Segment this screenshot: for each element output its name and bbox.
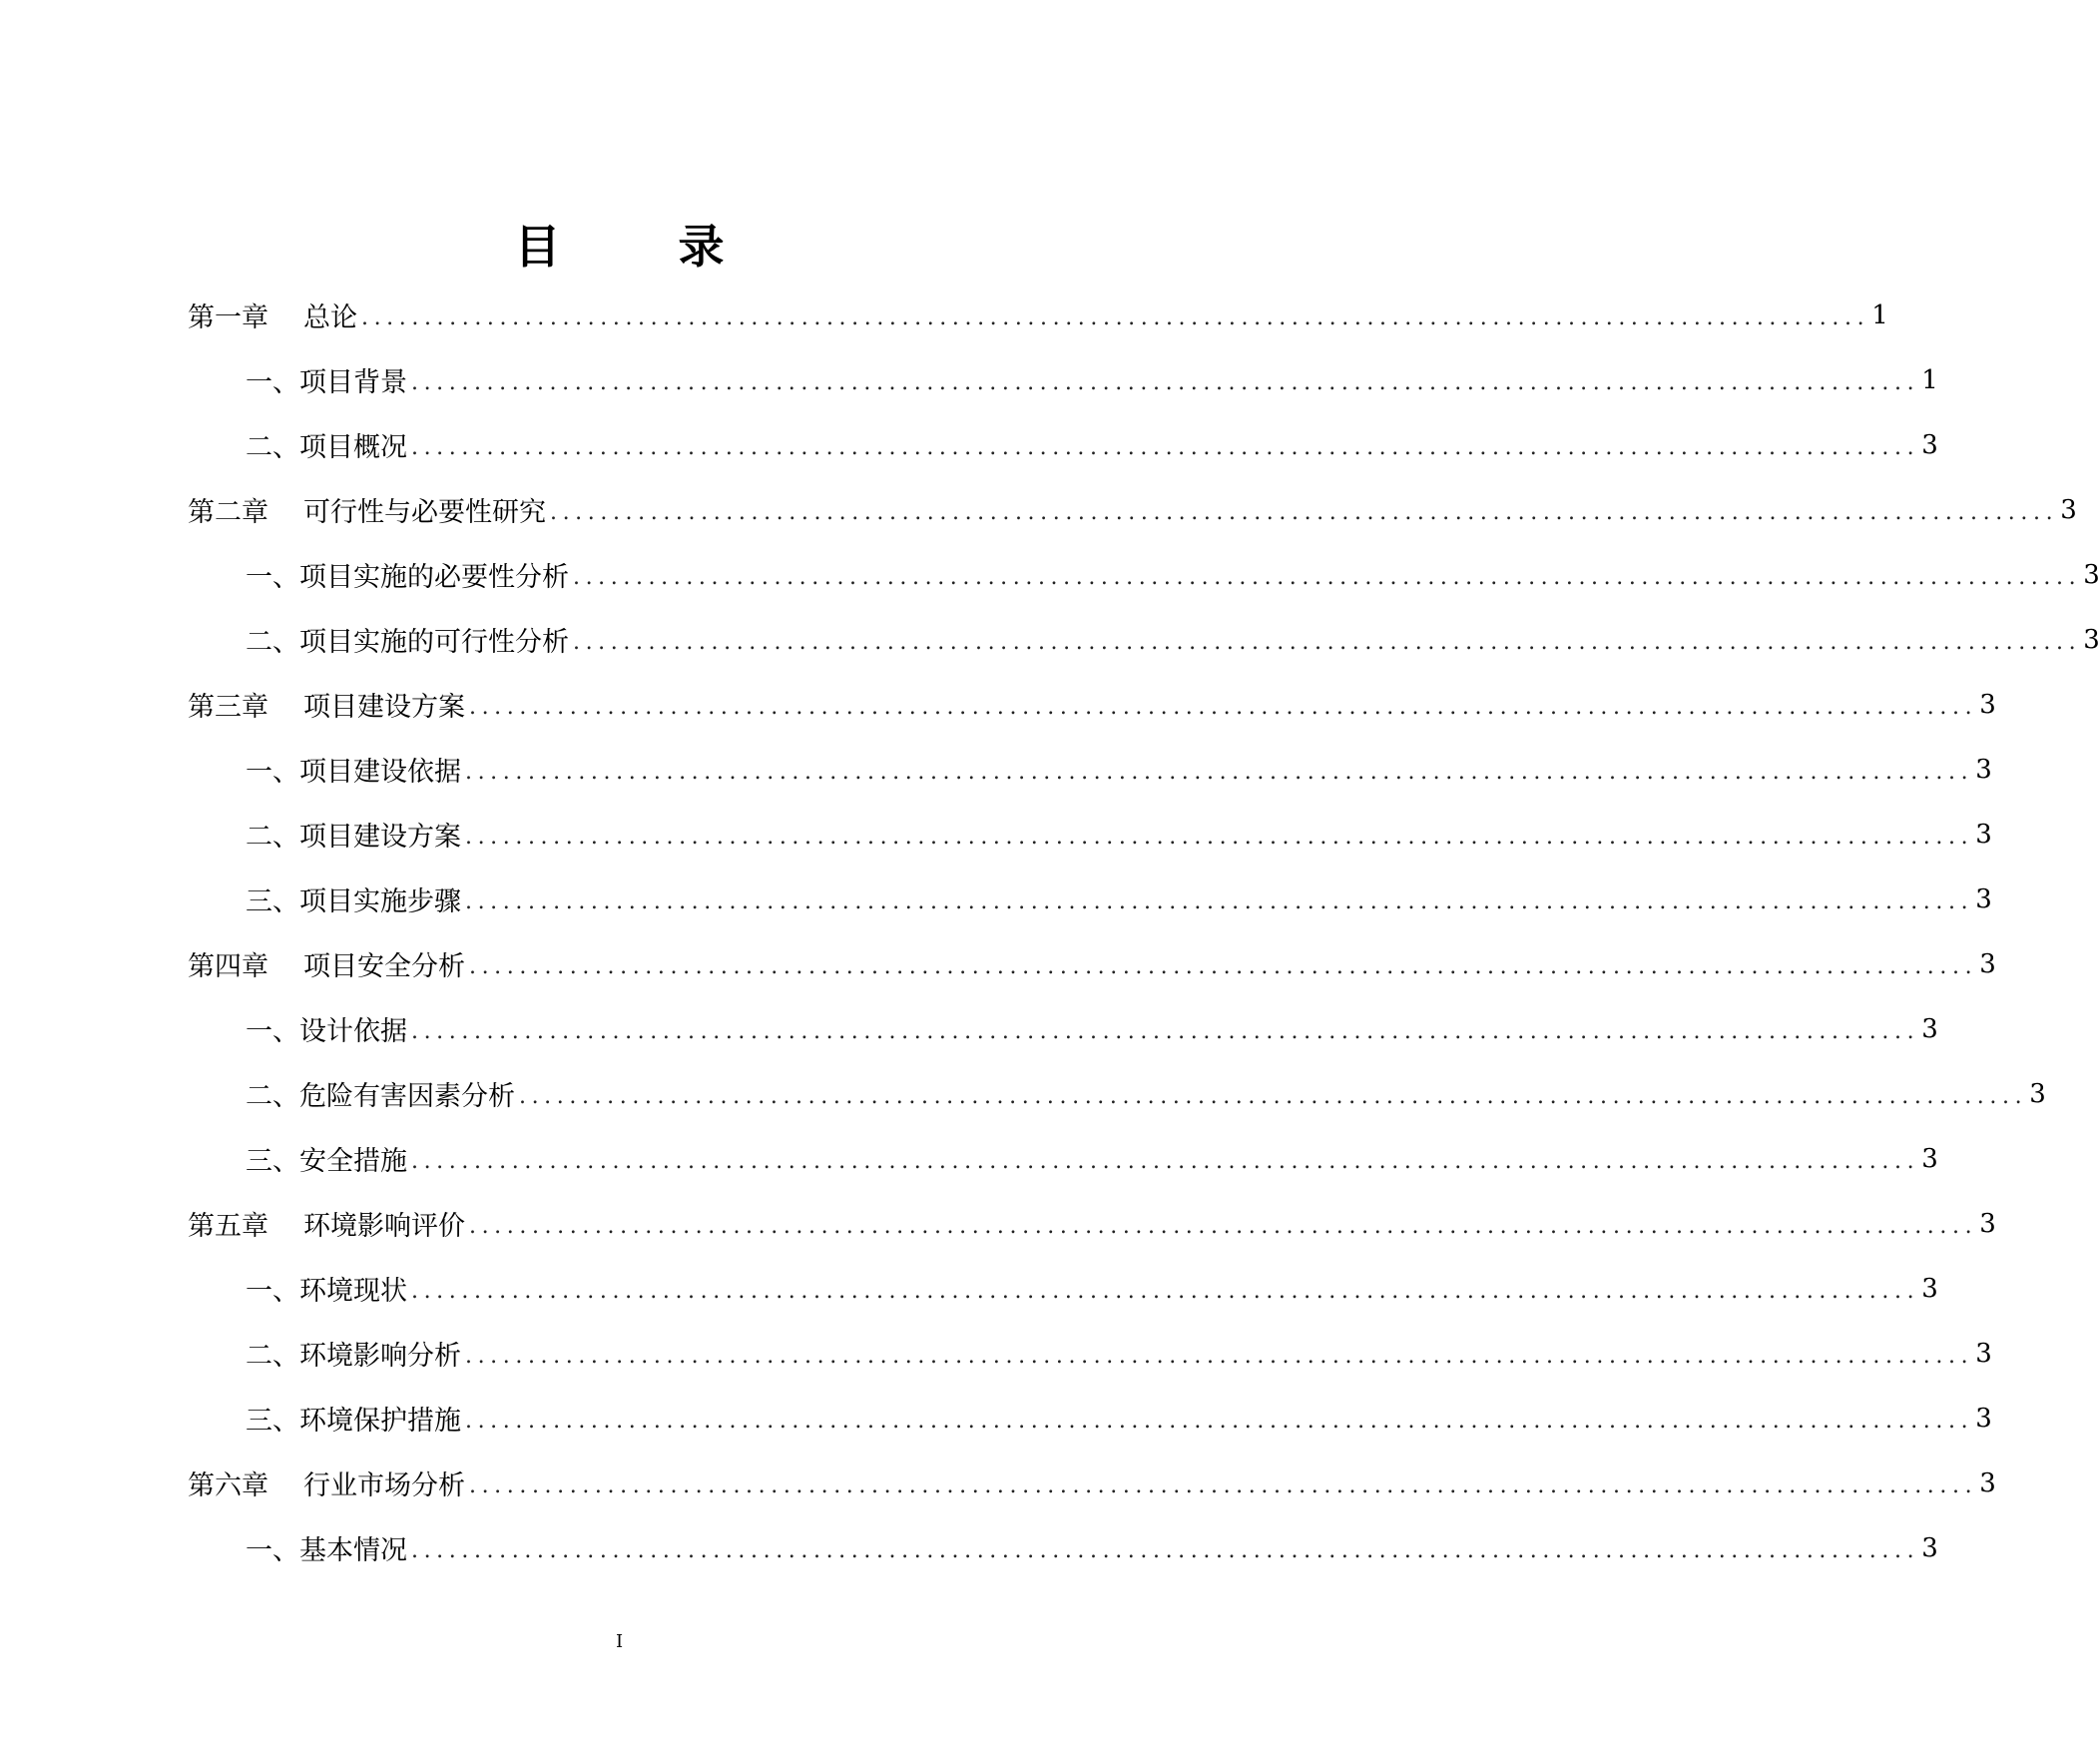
toc-section-entry[interactable] [188, 1126, 1938, 1191]
dot-leader: ........................................................................................................................ [550, 500, 2059, 525]
toc-page-number: 3 [1979, 1467, 1996, 1498]
toc-entry-title: 项目建设方案 [303, 692, 465, 723]
dot-leader: ........................................................................................................................ [465, 1344, 1974, 1369]
toc-section-entry[interactable] [188, 802, 1992, 867]
toc-entry-title: 可行性与必要性研究 [303, 497, 546, 528]
toc-section-entry[interactable] [188, 1256, 1938, 1321]
toc-section-entry[interactable] [188, 1515, 1938, 1580]
toc-page-number: 1 [1871, 299, 1888, 330]
toc-entry-title: 项目安全分析 [303, 951, 465, 982]
toc-page-number: 3 [2029, 1078, 2046, 1109]
toc-entry-title: 环境影响评价 [303, 1211, 465, 1242]
toc-section-entry[interactable] [188, 412, 1938, 477]
toc-title: 目 录 [514, 220, 761, 274]
toc-page-number: 3 [1979, 689, 1996, 720]
toc-entry-title: 一、项目背景 [246, 367, 407, 398]
dot-leader: ........................................................................................................................ [361, 305, 1870, 330]
dot-leader: ........................................................................................................................ [411, 1019, 1920, 1044]
toc-entry-title: 一、项目建设依据 [246, 757, 461, 788]
toc-page-number: 3 [1921, 1013, 1938, 1044]
toc-entry-title: 三、项目实施步骤 [246, 886, 461, 917]
toc-page-number: 3 [2083, 559, 2100, 590]
toc-chapter-label: 第五章 [188, 1211, 268, 1242]
toc-page-number: 3 [1979, 1208, 1996, 1239]
dot-leader: ........................................................................................................................ [469, 954, 1978, 979]
toc-entry-title: 行业市场分析 [303, 1470, 465, 1501]
dot-leader: ........................................................................................................................ [465, 825, 1974, 850]
toc-entry-title: 二、环境影响分析 [246, 1341, 461, 1372]
dot-leader: ........................................................................................................................ [573, 565, 2082, 590]
toc-chapter-entry[interactable] [188, 283, 1888, 347]
toc-chapter-label: 第三章 [188, 692, 268, 723]
toc-section-entry[interactable] [188, 737, 1992, 802]
toc-page-number: 3 [1921, 1143, 1938, 1174]
toc-entry-title: 二、项目实施的可行性分析 [246, 627, 569, 658]
dot-leader: ........................................................................................................................ [411, 1149, 1920, 1174]
toc-chapter-label: 第一章 [188, 302, 268, 333]
toc-page-number: 3 [2083, 624, 2100, 655]
toc-page-number: 3 [1975, 1403, 1992, 1434]
dot-leader: ........................................................................................................................ [411, 370, 1920, 395]
toc-page-number: 3 [1921, 1273, 1938, 1304]
toc-page-number: 3 [1975, 1338, 1992, 1369]
dot-leader: ........................................................................................................................ [465, 1409, 1974, 1434]
dot-leader: ........................................................................................................................ [469, 1473, 1978, 1498]
toc-section-entry[interactable] [188, 996, 1938, 1061]
toc-section-entry[interactable] [188, 1386, 1992, 1451]
toc-chapter-entry[interactable] [188, 672, 1996, 737]
toc-page-number: 3 [1975, 819, 1992, 850]
toc-chapter-entry[interactable] [188, 1451, 1996, 1515]
toc-entry-title: 三、安全措施 [246, 1146, 407, 1177]
toc-page-number: 3 [1921, 429, 1938, 460]
toc-entry-title: 一、基本情况 [246, 1535, 407, 1566]
dot-leader: ........................................................................................................................ [519, 1084, 2028, 1109]
toc-page-number: 3 [1921, 1532, 1938, 1563]
toc-section-entry[interactable] [188, 347, 1938, 412]
toc-entry-title: 二、危险有害因素分析 [246, 1081, 515, 1112]
toc-chapter-entry[interactable] [188, 1191, 1996, 1256]
toc-section-entry[interactable] [188, 1321, 1992, 1386]
dot-leader: ........................................................................................................................ [411, 1538, 1920, 1563]
dot-leader: ........................................................................................................................ [411, 435, 1920, 460]
toc-section-entry[interactable] [188, 607, 2100, 672]
toc-chapter-entry[interactable] [188, 477, 2077, 542]
toc-chapter-entry[interactable] [188, 931, 1996, 996]
toc-page-number: 3 [2060, 494, 2077, 525]
dot-leader: ........................................................................................................................ [465, 889, 1974, 914]
toc-page-number: 3 [1975, 883, 1992, 914]
toc-entry-title: 一、环境现状 [246, 1276, 407, 1307]
dot-leader: ........................................................................................................................ [469, 1214, 1978, 1239]
toc-entry-title: 三、环境保护措施 [246, 1406, 461, 1437]
toc-entry-title: 二、项目概况 [246, 432, 407, 463]
toc-chapter-label: 第六章 [188, 1470, 268, 1501]
toc-entry-title: 总论 [303, 302, 357, 333]
page-number: I [615, 1631, 624, 1652]
toc-section-entry[interactable] [188, 1061, 2046, 1126]
toc-entry-title: 二、项目建设方案 [246, 822, 461, 853]
toc-chapter-label: 第四章 [188, 951, 268, 982]
toc-list [188, 283, 2100, 1580]
toc-entry-title: 一、设计依据 [246, 1016, 407, 1047]
dot-leader: ........................................................................................................................ [469, 695, 1978, 720]
dot-leader: ........................................................................................................................ [411, 1279, 1920, 1304]
dot-leader: ........................................................................................................................ [465, 760, 1974, 785]
dot-leader: ........................................................................................................................ [573, 630, 2082, 655]
toc-page-number: 3 [1975, 754, 1992, 785]
toc-section-entry[interactable] [188, 867, 1992, 931]
toc-section-entry[interactable] [188, 542, 2100, 607]
toc-page-number: 3 [1979, 948, 1996, 979]
toc-chapter-label: 第二章 [188, 497, 268, 528]
toc-page-number: 1 [1921, 364, 1938, 395]
toc-entry-title: 一、项目实施的必要性分析 [246, 562, 569, 593]
